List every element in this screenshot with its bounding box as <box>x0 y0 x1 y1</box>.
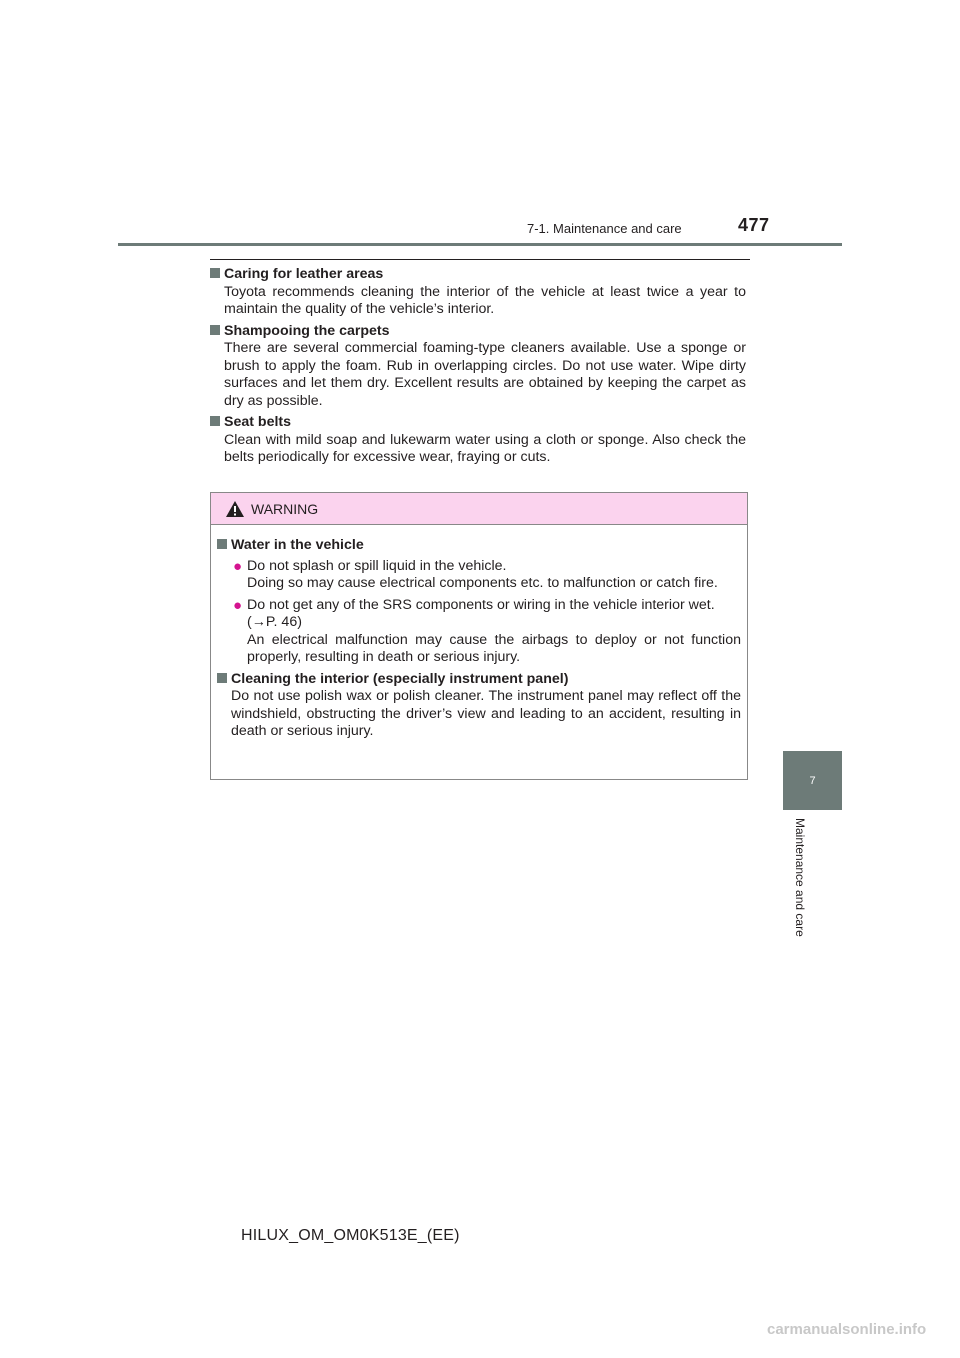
bullet-line: Do not get any of the SRS components or wiring in the vehicle interior wet. <box>247 596 715 613</box>
page-reference[interactable]: (→P. 46) <box>247 614 302 630</box>
item-title: Caring for leather areas <box>224 266 384 282</box>
list-item <box>210 414 746 467</box>
chapter-tab[interactable] <box>783 751 842 810</box>
item-body: There are several commercial foaming-type cleaners available. Use a sponge or brush to apply the foam. Rub in overlapping circles. Do not use water. Wipe dirty surfaces and let them dry. Excellent results are obtained by keeping the carpet as dry as possible. <box>224 340 746 409</box>
bullet-line: Doing so may cause electrical components etc. to malfunction or catch fire. <box>247 575 718 591</box>
content-divider <box>210 259 750 260</box>
round-bullet-icon: ● <box>233 557 243 575</box>
warning-title-text: Cleaning the interior (especially instrument panel) <box>231 670 569 687</box>
square-bullet-icon <box>217 673 227 683</box>
chapter-number: 7 <box>809 774 816 787</box>
warning-bullet <box>233 558 741 593</box>
main-content <box>210 266 746 471</box>
list-item <box>210 323 746 411</box>
list-item <box>210 266 746 319</box>
bullet-line: An electrical malfunction may cause the airbags to deploy or not function properly, resulting in death or serious injury. <box>247 631 741 665</box>
warning-label: WARNING <box>251 500 319 517</box>
item-body: Clean with mild soap and lukewarm water using a cloth or sponge. Also check the belts periodically for excessive wear, fraying or cuts. <box>224 431 746 465</box>
document-code: HILUX_OM_OM0K513E_(EE) <box>241 1227 460 1244</box>
section-title: 7-1. Maintenance and care <box>527 221 682 236</box>
item-title: Seat belts <box>224 414 292 430</box>
watermark[interactable]: carmanualsonline.info <box>767 1321 927 1338</box>
bullet-line: Do not splash or spill liquid in the vehicle. <box>247 557 507 574</box>
chapter-label: Maintenance and care <box>793 818 807 937</box>
square-bullet-icon <box>210 325 220 335</box>
warning-box <box>210 492 748 780</box>
header-divider <box>118 243 842 246</box>
page-number: 477 <box>738 215 770 235</box>
warning-title-text: Water in the vehicle <box>231 537 364 553</box>
warning-header <box>211 493 747 525</box>
warning-section-title <box>217 537 741 555</box>
square-bullet-icon <box>217 539 227 549</box>
warning-bullet <box>233 597 741 667</box>
square-bullet-icon <box>210 416 220 426</box>
item-title: Shampooing the carpets <box>224 322 390 339</box>
square-bullet-icon <box>210 268 220 278</box>
warning-section-body: Do not use polish wax or polish cleaner. The instrument panel may reflect off the windshield, obstructing the driver’s view and leading to an accident, resulting in death or serious injury. <box>231 688 741 739</box>
warning-section-title <box>217 671 741 689</box>
round-bullet-icon: ● <box>233 596 243 614</box>
warning-body <box>211 525 747 741</box>
item-body: Toyota recommends cleaning the interior of the vehicle at least twice a year to maintain the quality of the vehicle’s interior. <box>224 283 746 317</box>
warning-triangle-icon <box>225 500 245 518</box>
